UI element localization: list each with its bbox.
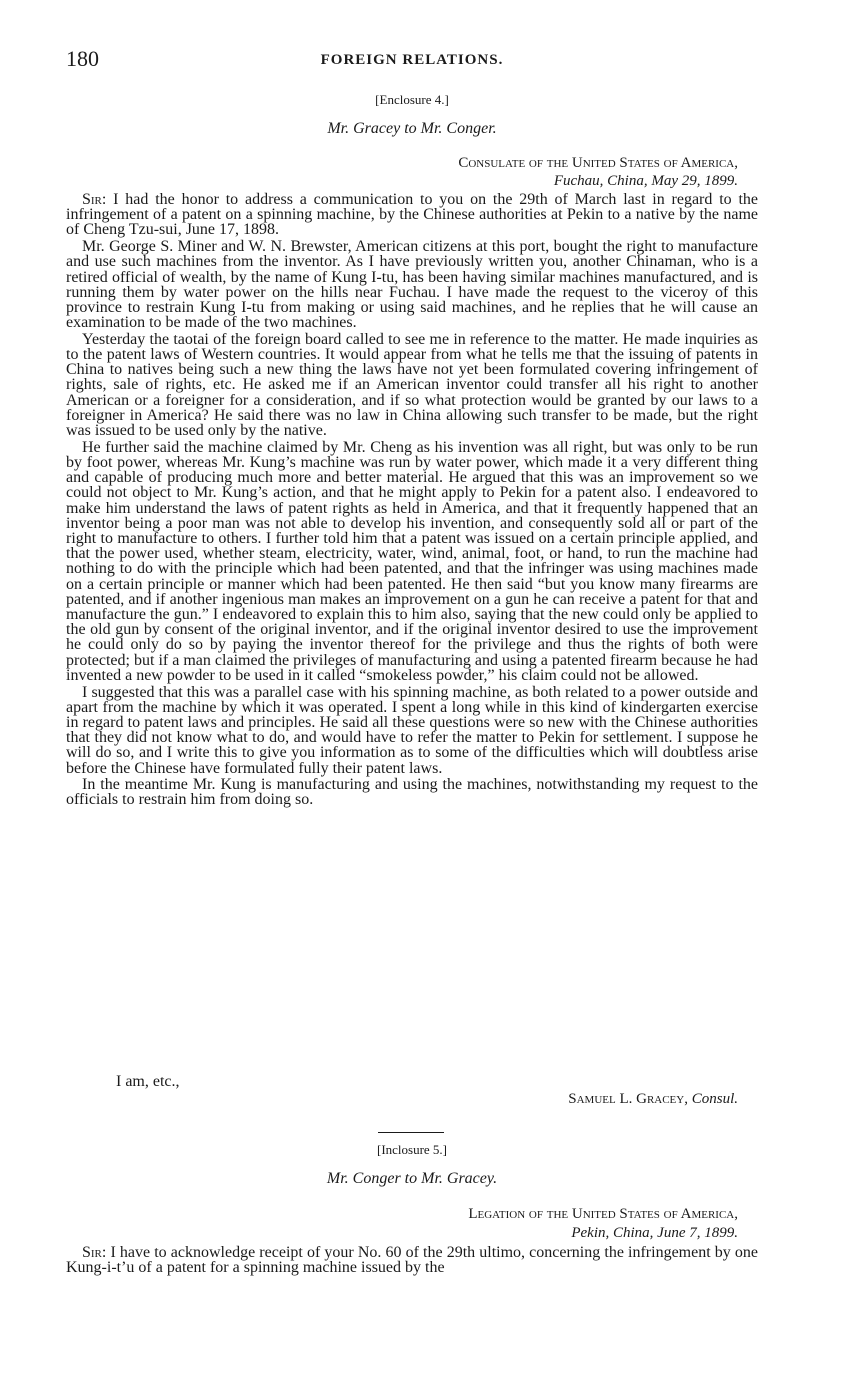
enclosure-4-body	[66, 192, 758, 809]
paragraph	[66, 1245, 758, 1275]
enclosure-5-correspondence: Mr. Conger to Mr. Gracey.	[326, 1170, 498, 1187]
enclosure-4-date: Fuchau, China, May 29, 1899.	[553, 173, 738, 189]
enclosure-5-date: Pekin, China, June 7, 1899.	[571, 1225, 738, 1241]
paragraph: He further said the machine claimed by Mr. Cheng as his invention was all right, but was only to be run by foot power, whereas Mr. Kung’s machine was run by water power, which made it a very different thing and capable of producing much more and better material. He argued that this was an improvement so we could not object to Mr. Kung’s action, and that he might apply to Pekin for a patent also. I endeavored to make him understand the laws of patent rights as held in America, and that it frequently happened that an inventor being a poor man was not able to develop his invention, and consequently sold all or part of the right to manufacture to others. I further told him that a patent was issued on a certain principle applied, and that the power used, whether steam, electricity, water, wind, animal, foot, or hand, to run the machine had nothing to do with the principle which had been patented, and that the infringer was using machines made on a certain principle or manner which had been patented. He then said “but you know many firearms are patented, and if another ingenious man makes an improvement on a gun he can receive a patent for that and manufacture the gun.” I endeavored to explain this to him also, saying that the new could only be applied to the old gun by consent of the original inventor, and if the original inventor desired to use the improvement he could only do so by paying the inventor thereof for the privilege and thus the rights of both were protected; but if a man claimed the privileges of manufacturing and using a patented firearm because he had invented a new powder to be used in it called “smokeless powder,” his claim could not be allowed.	[66, 438, 758, 684]
paragraph: Mr. George S. Miner and W. N. Brewster, American citizens at this port, bought the right to manufacture and use such machines from the inventor. As I have previously written you, another Chinaman, who is a retired official of wealth, by the name of Kung I-tu, has been having similar machines manufactured, and is running them by water power on the hills near Fuchau. I have made the request to the viceroy of this province to restrain Kung I-tu from making or using said machines, and he replies that he will cause an examination to be made of the two machines.	[66, 238, 758, 332]
enclosure-4-label: [Enclosure 4.]	[375, 92, 449, 107]
paragraph-text: I had the honor to address a communication to you on the 29th of March last in regard to the infringement of a patent on a spinning machine, by the Chinese authorities at Pekin to a native by the name of Cheng Tzu-sui, June 17, 1898.	[66, 191, 758, 239]
page-number: 180	[66, 46, 99, 71]
signature	[66, 1091, 738, 1108]
signature-name: Samuel L. Gracey,	[568, 1091, 688, 1107]
section-divider	[378, 1132, 444, 1133]
salutation: Sir:	[82, 1244, 107, 1261]
paragraph-text: I have to acknowledge receipt of your No. 60 of the 29th ultimo, concerning the infringement by one Kung-i-t’u of a patent for a spinning machine issued by the	[66, 1244, 759, 1277]
paragraph	[66, 192, 758, 238]
enclosure-4-correspondence: Mr. Gracey to Mr. Conger.	[327, 120, 497, 137]
paragraph: In the meantime Mr. Kung is manufacturing and using the machines, notwithstanding my request to the officials to restrain him from doing so.	[66, 776, 758, 809]
signature-title: Consul.	[691, 1091, 738, 1107]
paragraph: Yesterday the taotai of the foreign board called to see me in reference to the matter. He made inquiries as to the patent laws of Western countries. It would appear from what he tells me that the issuing of patents in China to natives being such a new thing the laws have not yet been formulated covering infringement of rights, sale of rights, etc. He asked me if an American inventor could transfer all his right to another American or a foreigner for a consideration, and if so what protection would be granted by our laws to a foreigner in America? He said there was no law in China allowing such transfer to be made, but the right was issued to be used only by the native.	[66, 330, 758, 440]
running-title: FOREIGN RELATIONS.	[320, 52, 504, 68]
paragraph: I suggested that this was a parallel case with his spinning machine, as both related to a power outside and apart from the machine by which it was operated. I spent a long while in this kind of kindergarten exercise in regard to patent laws and principles. He said all these questions were so new with the Chinese authorities that they did not know what to do, and would have to refer the matter to Pekin for settlement. I suppose he will do so, and I write this to give you information as to some of the difficulties which will doubtless arise before the Chinese have formulated fully their patent laws.	[66, 683, 758, 777]
enclosure-5-label: [Inclosure 5.]	[376, 1142, 448, 1157]
enclosure-5-place: Legation of the United States of America,	[468, 1206, 738, 1222]
closing: I am, etc.,	[116, 1073, 180, 1090]
enclosure-5-body	[66, 1245, 758, 1277]
page-header	[66, 46, 758, 76]
salutation: Sir:	[82, 191, 107, 208]
enclosure-4-place: Consulate of the United States of America,	[458, 155, 738, 171]
